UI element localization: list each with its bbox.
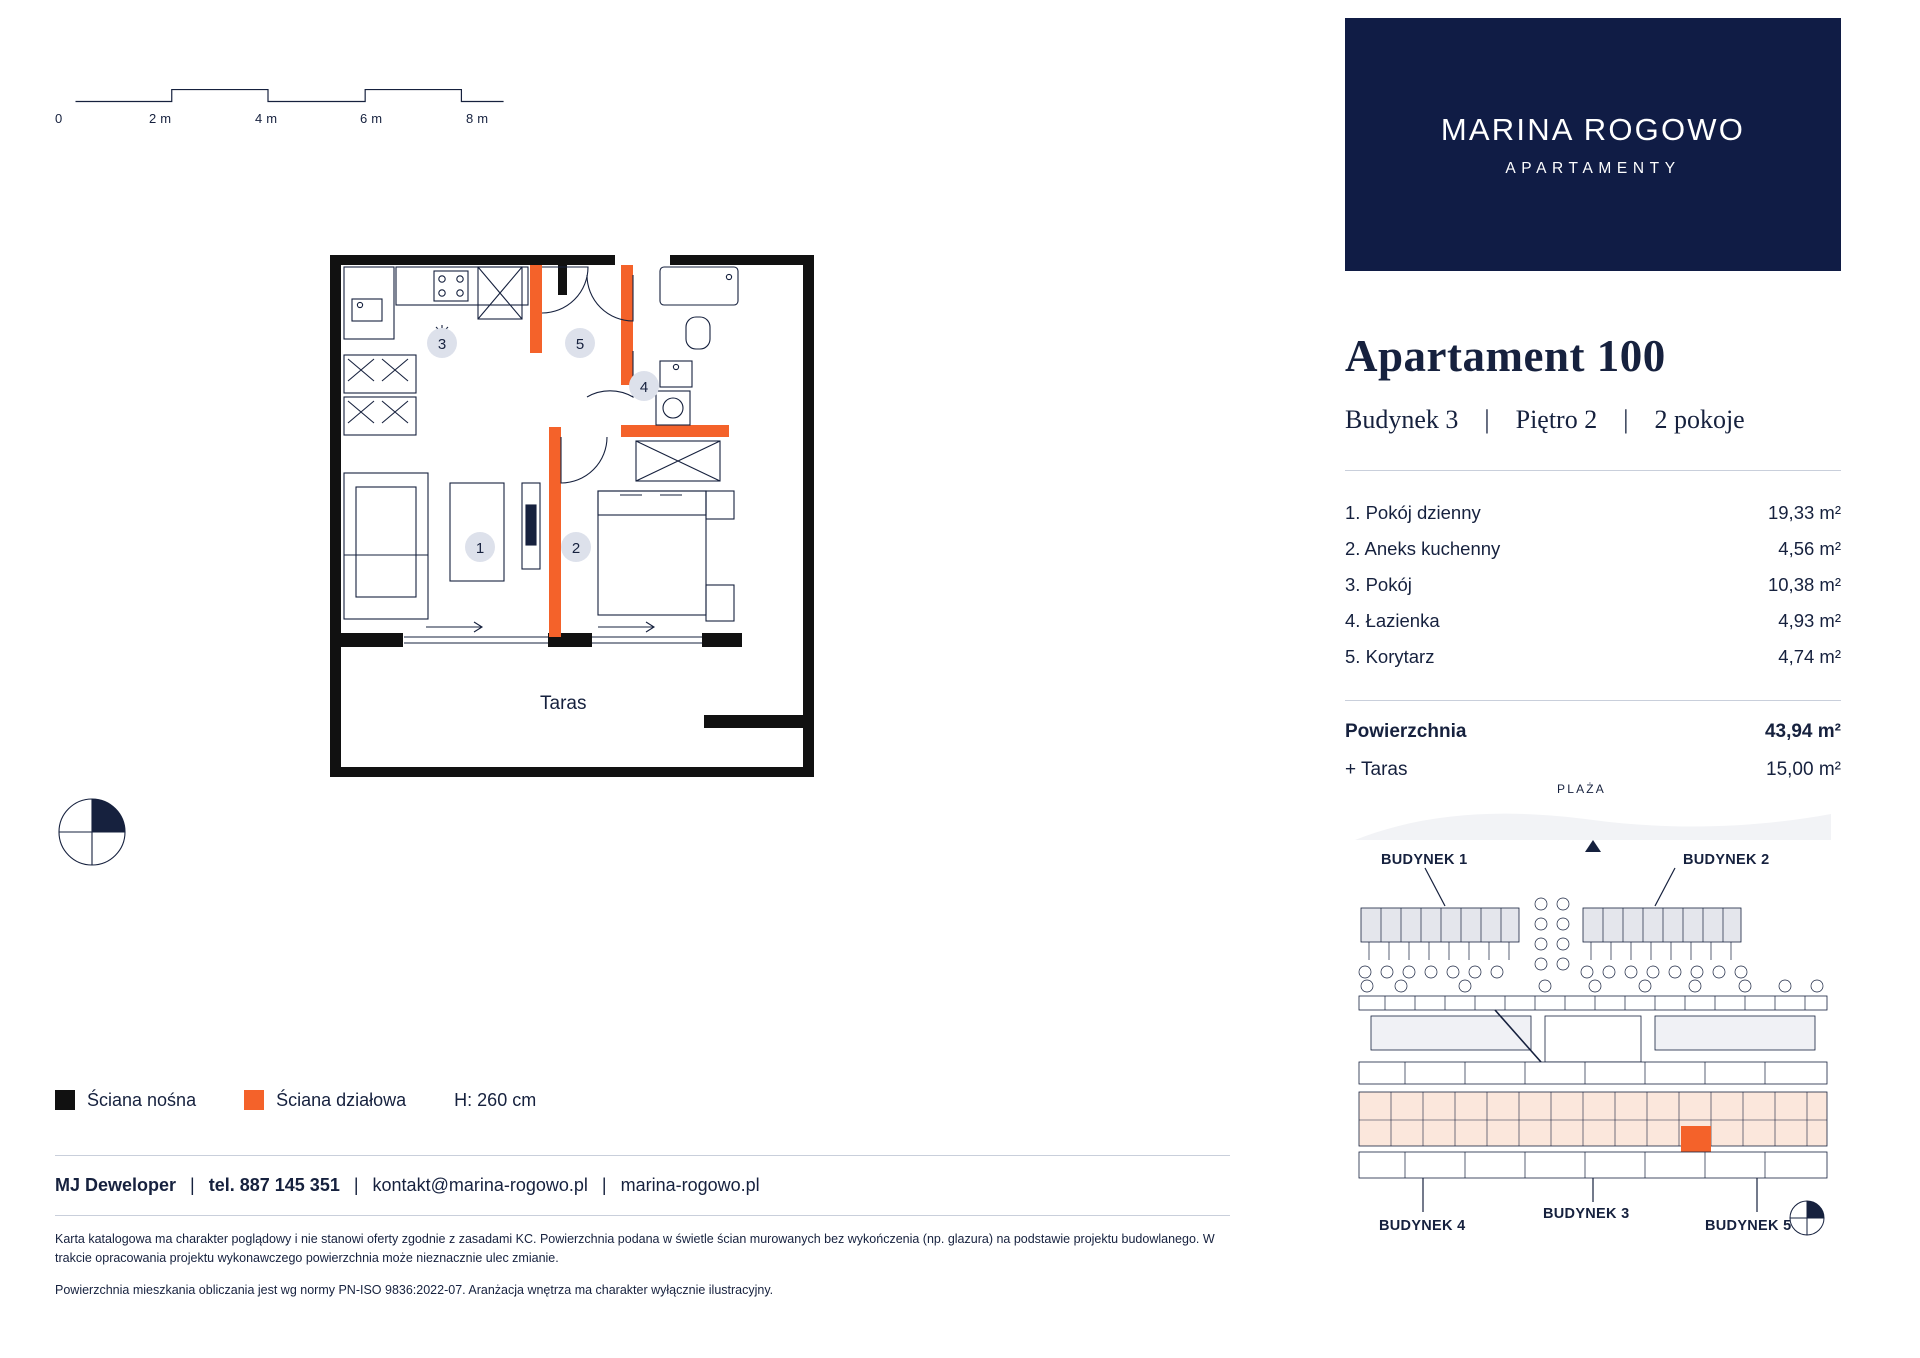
footer-separator-1: |: [190, 1175, 195, 1195]
meta-separator-2: |: [1623, 405, 1629, 434]
list-item: [1345, 639, 1841, 675]
list-item: [1345, 531, 1841, 567]
room-area-list: [1345, 495, 1841, 675]
terrace-label: Taras: [540, 693, 587, 714]
disclaimer-paragraph-1: Karta katalogowa ma charakter poglądowy i nie stanowi oferty zgodnie z zasadami KC. Powierzchnia podana w świetle ścian murowanych bez wykończenia (np. glazura) na podstawie projektu budowlanego. W trakcie opracowania projektu wykonawczego powierzchnia może nieznacznie ulec zmianie.: [55, 1232, 1215, 1266]
scale-tick-2: 4 m: [255, 111, 278, 126]
scale-tick-1: 2 m: [149, 111, 172, 126]
apartment-floorplan: [330, 255, 910, 815]
scale-tick-3: 6 m: [360, 111, 383, 126]
scale-bar-labels: [55, 111, 545, 131]
legend-partition: [244, 1090, 406, 1111]
disclaimer-text: [55, 1230, 1235, 1312]
website-link[interactable]: marina-rogowo.pl: [620, 1175, 760, 1195]
room-label: 5. Korytarz: [1345, 646, 1435, 667]
meta-divider: [1345, 470, 1841, 471]
footer-separator-2: |: [353, 1175, 359, 1195]
total-area-label: Powierzchnia: [1345, 721, 1467, 742]
legend-load-bearing: [55, 1090, 196, 1111]
meta-separator-1: |: [1484, 405, 1490, 434]
footer-divider-bottom: [55, 1215, 1230, 1216]
page-title: Apartament 100: [1345, 331, 1666, 381]
info-panel: [1345, 0, 1855, 1358]
legend-partition-label: Ściana działowa: [276, 1089, 407, 1110]
rooms-count-label: 2 pokoje: [1654, 405, 1745, 434]
room-marker-3: 3: [437, 336, 447, 353]
email-link[interactable]: kontakt@marina-rogowo.pl: [372, 1175, 588, 1195]
disclaimer-paragraph-2: Powierzchnia mieszkania obliczania jest wg normy PN-ISO 9836:2022-07. Aranżacja wnętrza ma charakter wyłącznie ilustracyjny.: [55, 1282, 774, 1297]
scale-bar-graphic: [55, 85, 525, 107]
site-compass-icon: [1790, 1201, 1824, 1235]
room-area: 19,33 m²: [1767, 502, 1841, 523]
site-map: [1345, 782, 1841, 1330]
room-label: 4. Łazienka: [1345, 610, 1440, 631]
developer-name: MJ Deweloper: [55, 1175, 177, 1195]
totals-block: [1345, 713, 1841, 789]
terrace-area-value: 15,00 m²: [1766, 759, 1841, 780]
scale-bar: [55, 85, 525, 140]
building-label: Budynek 3: [1345, 405, 1459, 434]
total-area-value: 43,94 m²: [1764, 721, 1841, 742]
apartment-meta: [1345, 405, 1841, 435]
room-area: 10,38 m²: [1767, 574, 1841, 595]
brand-name: MARINA ROGOWO: [1440, 111, 1746, 147]
room-label: 3. Pokój: [1345, 574, 1412, 595]
room-area: 4,56 m²: [1778, 538, 1841, 559]
total-area-row: [1345, 713, 1841, 751]
beach-label: PLAŻA: [1557, 782, 1607, 796]
site-label-building-3: BUDYNEK 3: [1543, 1206, 1630, 1222]
footer-contact: [55, 1175, 1235, 1196]
room-marker-5: 5: [575, 336, 585, 353]
brand-subtitle: APARTAMENTY: [1505, 159, 1681, 177]
brand-logo: [1345, 18, 1841, 271]
wall-legend: [55, 1085, 536, 1115]
phone-link[interactable]: tel. 887 145 351: [208, 1175, 340, 1195]
compass-icon: [55, 795, 130, 870]
list-item: [1345, 603, 1841, 639]
room-marker-1: 1: [475, 540, 485, 557]
load-bearing-swatch-icon: [55, 1090, 75, 1110]
room-area: 4,74 m²: [1778, 646, 1841, 667]
legend-load-bearing-label: Ściana nośna: [87, 1089, 197, 1110]
terrace-area-label: + Taras: [1345, 759, 1408, 780]
scale-tick-0: 0: [55, 111, 63, 126]
site-label-building-4: BUDYNEK 4: [1379, 1218, 1466, 1234]
floorplan-drawing: [330, 255, 910, 815]
list-item: [1345, 567, 1841, 603]
room-label: 2. Aneks kuchenny: [1345, 538, 1501, 559]
footer-separator-3: |: [601, 1175, 607, 1195]
site-label-building-1: BUDYNEK 1: [1381, 852, 1468, 868]
scale-tick-4: 8 m: [466, 111, 489, 126]
room-marker-2: 2: [571, 540, 581, 557]
list-item: [1345, 495, 1841, 531]
footer-divider-top: [55, 1155, 1230, 1156]
room-area: 4,93 m²: [1778, 610, 1841, 631]
room-marker-4: 4: [639, 379, 649, 396]
room-label: 1. Pokój dzienny: [1345, 502, 1481, 523]
floor-label: Piętro 2: [1515, 405, 1598, 434]
site-label-building-2: BUDYNEK 2: [1683, 852, 1770, 868]
totals-divider: [1345, 700, 1841, 701]
partition-swatch-icon: [244, 1090, 264, 1110]
ceiling-height-label: H: 260 cm: [454, 1089, 537, 1110]
site-map-graphic: [1345, 800, 1841, 1260]
site-label-building-5: BUDYNEK 5: [1705, 1218, 1792, 1234]
